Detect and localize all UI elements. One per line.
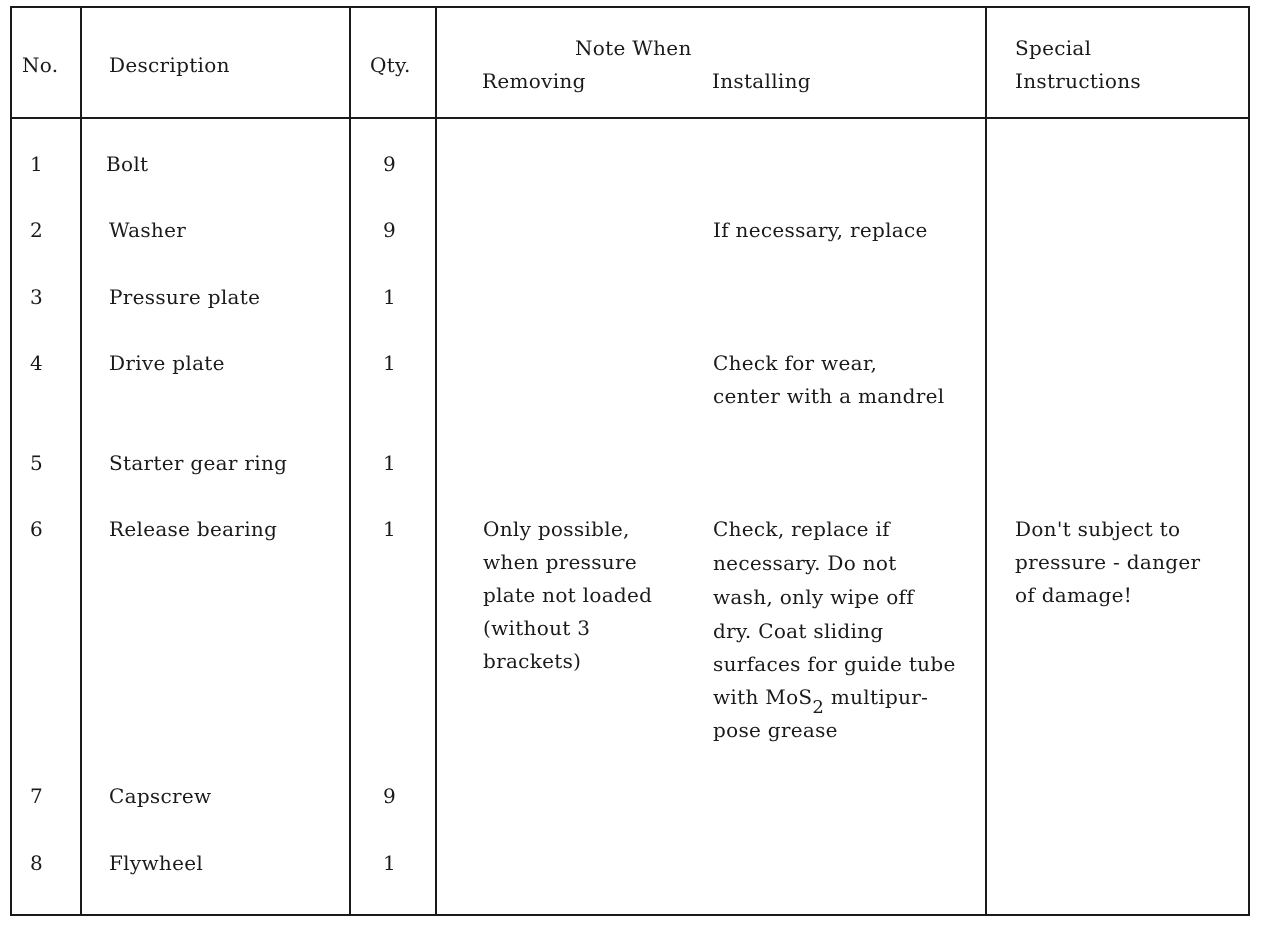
header-instructions: Instructions <box>1015 69 1141 93</box>
header-installing: Installing <box>712 69 811 93</box>
row-4-description: Drive plate <box>109 351 225 375</box>
row-4-no: 4 <box>30 351 44 375</box>
row-3-qty: 1 <box>383 285 397 309</box>
row-6-installing-line-2: necessary. Do not <box>713 551 897 575</box>
header-description: Description <box>109 53 230 77</box>
row-6-installing-line-1: Check, replace if <box>713 517 890 541</box>
row-2-description: Washer <box>109 218 187 242</box>
row-4-installing: Check for wear, center with a mandrel <box>713 351 945 408</box>
header-note-when: Note When <box>575 36 692 60</box>
column-divider-note <box>985 6 987 916</box>
row-1-no: 1 <box>30 152 44 176</box>
row-6-installing-line-4: dry. Coat sliding <box>713 619 884 643</box>
row-6-installing-line-3: wash, only wipe off <box>713 585 914 609</box>
header-bottom-border <box>10 117 1250 119</box>
row-2-installing: If necessary, replace <box>713 218 928 242</box>
row-6-installing-line-6 <box>713 681 929 718</box>
row-6-installing-line-7: pose grease <box>713 718 838 742</box>
row-5-no: 5 <box>30 451 44 475</box>
row-8-description: Flywheel <box>109 851 204 875</box>
column-divider-no <box>80 6 82 916</box>
row-8-qty: 1 <box>383 851 397 875</box>
row-6-mos-suffix: multipur- <box>824 685 929 709</box>
row-7-no: 7 <box>30 784 44 808</box>
row-5-description: Starter gear ring <box>109 451 288 475</box>
table-right-border <box>1248 6 1250 916</box>
header-removing: Removing <box>482 69 586 93</box>
table-top-border <box>10 6 1250 8</box>
row-7-description: Capscrew <box>109 784 212 808</box>
row-5-qty: 1 <box>383 451 397 475</box>
row-1-qty: 9 <box>383 152 397 176</box>
row-7-qty: 9 <box>383 784 397 808</box>
row-6-mos-subscript: 2 <box>812 697 825 718</box>
row-2-no: 2 <box>30 218 44 242</box>
header-special: Special <box>1015 36 1092 60</box>
row-6-installing-line-5: surfaces for guide tube <box>713 652 956 676</box>
column-divider-description <box>349 6 351 916</box>
row-1-description: Bolt <box>106 152 149 176</box>
column-divider-qty <box>435 6 437 916</box>
row-6-description: Release bearing <box>109 517 278 541</box>
table-left-border <box>10 6 12 916</box>
row-3-description: Pressure plate <box>109 285 261 309</box>
row-3-no: 3 <box>30 285 44 309</box>
header-no: No. <box>22 53 59 77</box>
header-qty: Qty. <box>370 53 411 77</box>
row-6-no: 6 <box>30 517 44 541</box>
row-6-mos-prefix: with MoS <box>713 685 813 709</box>
row-8-no: 8 <box>30 851 44 875</box>
table-bottom-border <box>10 914 1250 916</box>
row-6-removing: Only possible, when pressure plate not loaded (without 3 brackets) <box>483 517 653 673</box>
row-6-special: Don't subject to pressure - danger of damage! <box>1015 517 1201 607</box>
row-4-qty: 1 <box>383 351 397 375</box>
row-2-qty: 9 <box>383 218 397 242</box>
row-6-qty: 1 <box>383 517 397 541</box>
